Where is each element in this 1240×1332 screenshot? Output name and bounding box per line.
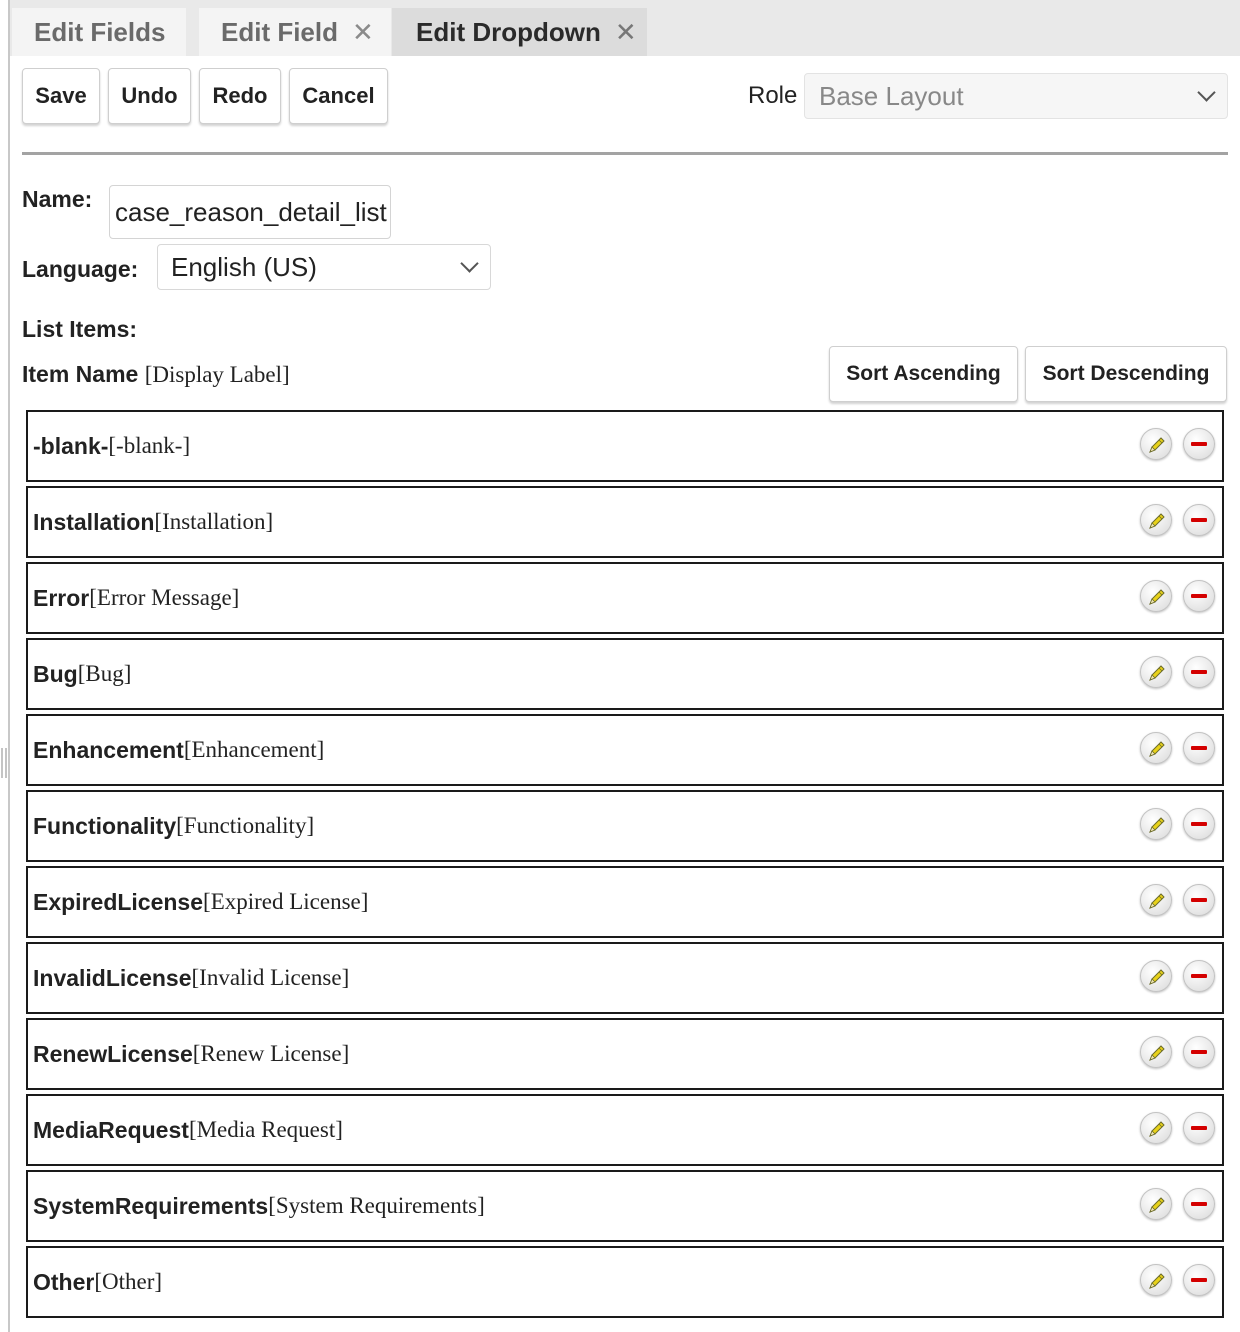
sort-ascending-button[interactable]: Sort Ascending	[829, 346, 1018, 402]
item-name: ExpiredLicense	[33, 888, 204, 915]
edit-item-button[interactable]	[1140, 1112, 1172, 1144]
item-display-label: [Renew License]	[192, 1041, 350, 1066]
close-icon[interactable]: ✕	[614, 16, 637, 47]
delete-item-button[interactable]	[1183, 808, 1215, 840]
tab-label: Edit Field	[221, 16, 338, 47]
list-item	[26, 790, 1224, 862]
language-select[interactable]	[157, 244, 491, 290]
minus-circle-icon	[1191, 1126, 1207, 1130]
minus-circle-icon	[1191, 442, 1207, 446]
language-label: Language:	[22, 256, 139, 282]
pencil-icon	[1147, 891, 1167, 911]
item-name: InvalidLicense	[33, 964, 192, 991]
edit-item-button[interactable]	[1140, 656, 1172, 688]
minus-circle-icon	[1191, 898, 1207, 902]
item-name: RenewLicense	[33, 1040, 193, 1067]
display-label-header: [Display Label]	[144, 362, 290, 387]
pencil-icon	[1147, 1271, 1167, 1291]
pencil-icon	[1147, 435, 1167, 455]
name-input[interactable]	[109, 185, 391, 239]
tab-bar	[10, 0, 1240, 56]
undo-button[interactable]: Undo	[108, 68, 191, 124]
edit-item-button[interactable]	[1140, 1188, 1172, 1220]
delete-item-button[interactable]	[1183, 1112, 1215, 1144]
list-item	[26, 638, 1224, 710]
pencil-icon	[1147, 739, 1167, 759]
sort-descending-button[interactable]: Sort Descending	[1025, 346, 1227, 402]
close-icon[interactable]: ✕	[352, 16, 374, 47]
cancel-button[interactable]: Cancel	[289, 68, 388, 124]
tab-edit-dropdown[interactable]	[392, 8, 647, 56]
item-name: MediaRequest	[33, 1116, 189, 1143]
pencil-icon	[1147, 663, 1167, 683]
edit-item-button[interactable]	[1140, 580, 1172, 612]
item-display-label: [Expired License]	[203, 889, 369, 914]
role-label: Role	[748, 82, 798, 109]
edit-item-button[interactable]	[1140, 884, 1172, 916]
delete-item-button[interactable]	[1183, 428, 1215, 460]
edit-item-button[interactable]	[1140, 960, 1172, 992]
edit-item-button[interactable]	[1140, 1264, 1172, 1296]
language-select-value: English (US)	[171, 251, 317, 282]
role-select[interactable]	[804, 73, 1228, 119]
delete-item-button[interactable]	[1183, 960, 1215, 992]
list-item	[26, 1246, 1224, 1318]
role-select-value: Base Layout	[819, 80, 964, 111]
delete-item-button[interactable]	[1183, 656, 1215, 688]
delete-item-button[interactable]	[1183, 1188, 1215, 1220]
list-item	[26, 562, 1224, 634]
item-name: Enhancement	[33, 736, 184, 763]
list-column-header	[22, 361, 290, 388]
chevron-down-icon	[1197, 83, 1215, 101]
delete-item-button[interactable]	[1183, 732, 1215, 764]
minus-circle-icon	[1191, 1278, 1207, 1282]
list-item	[26, 1170, 1224, 1242]
item-display-label: [Error Message]	[89, 585, 240, 610]
tab-label: Edit Fields	[34, 16, 166, 47]
item-name: Functionality	[33, 812, 177, 839]
edit-item-button[interactable]	[1140, 808, 1172, 840]
left-edge-divider	[8, 0, 10, 1332]
list-item	[26, 486, 1224, 558]
minus-circle-icon	[1191, 822, 1207, 826]
edit-item-button[interactable]	[1140, 732, 1172, 764]
minus-circle-icon	[1191, 1050, 1207, 1054]
item-name: Bug	[33, 660, 78, 687]
delete-item-button[interactable]	[1183, 1264, 1215, 1296]
item-display-label: [Installation]	[154, 509, 274, 534]
edit-item-button[interactable]	[1140, 1036, 1172, 1068]
delete-item-button[interactable]	[1183, 884, 1215, 916]
list-item	[26, 410, 1224, 482]
pencil-icon	[1147, 1119, 1167, 1139]
pencil-icon	[1147, 1043, 1167, 1063]
list-items	[26, 410, 1224, 1322]
minus-circle-icon	[1191, 670, 1207, 674]
list-item	[26, 1094, 1224, 1166]
item-display-label: [Bug]	[77, 661, 132, 686]
edit-item-button[interactable]	[1140, 504, 1172, 536]
item-display-label: [System Requirements]	[268, 1193, 485, 1218]
pencil-icon	[1147, 1195, 1167, 1215]
tab-edit-fields[interactable]	[12, 8, 186, 56]
item-display-label: [Other]	[94, 1269, 163, 1294]
list-item	[26, 714, 1224, 786]
save-button[interactable]: Save	[22, 68, 100, 124]
item-display-label: [Media Request]	[188, 1117, 343, 1142]
delete-item-button[interactable]	[1183, 1036, 1215, 1068]
tab-label: Edit Dropdown	[416, 16, 601, 47]
edit-item-button[interactable]	[1140, 428, 1172, 460]
item-display-label: [Enhancement]	[183, 737, 325, 762]
chevron-down-icon	[460, 254, 478, 272]
list-items-label: List Items:	[22, 316, 138, 342]
item-display-label: [-blank-]	[108, 433, 191, 458]
item-name: Error	[33, 584, 90, 611]
item-name: Installation	[33, 508, 155, 535]
name-label: Name:	[22, 186, 93, 212]
minus-circle-icon	[1191, 974, 1207, 978]
delete-item-button[interactable]	[1183, 580, 1215, 612]
redo-button[interactable]: Redo	[199, 68, 281, 124]
pencil-icon	[1147, 511, 1167, 531]
item-name: -blank-	[33, 432, 109, 459]
item-display-label: [Invalid License]	[191, 965, 350, 990]
minus-circle-icon	[1191, 518, 1207, 522]
resize-grip[interactable]	[1, 748, 7, 778]
minus-circle-icon	[1191, 1202, 1207, 1206]
pencil-icon	[1147, 967, 1167, 987]
pencil-icon	[1147, 587, 1167, 607]
delete-item-button[interactable]	[1183, 504, 1215, 536]
item-name-header: Item Name	[22, 361, 139, 387]
pencil-icon	[1147, 815, 1167, 835]
item-display-label: [Functionality]	[176, 813, 315, 838]
tab-edit-field[interactable]	[199, 8, 391, 56]
item-name: SystemRequirements	[33, 1192, 269, 1219]
list-item	[26, 1018, 1224, 1090]
list-item	[26, 942, 1224, 1014]
minus-circle-icon	[1191, 594, 1207, 598]
toolbar-divider	[22, 152, 1228, 155]
list-item	[26, 866, 1224, 938]
minus-circle-icon	[1191, 746, 1207, 750]
item-name: Other	[33, 1268, 95, 1295]
